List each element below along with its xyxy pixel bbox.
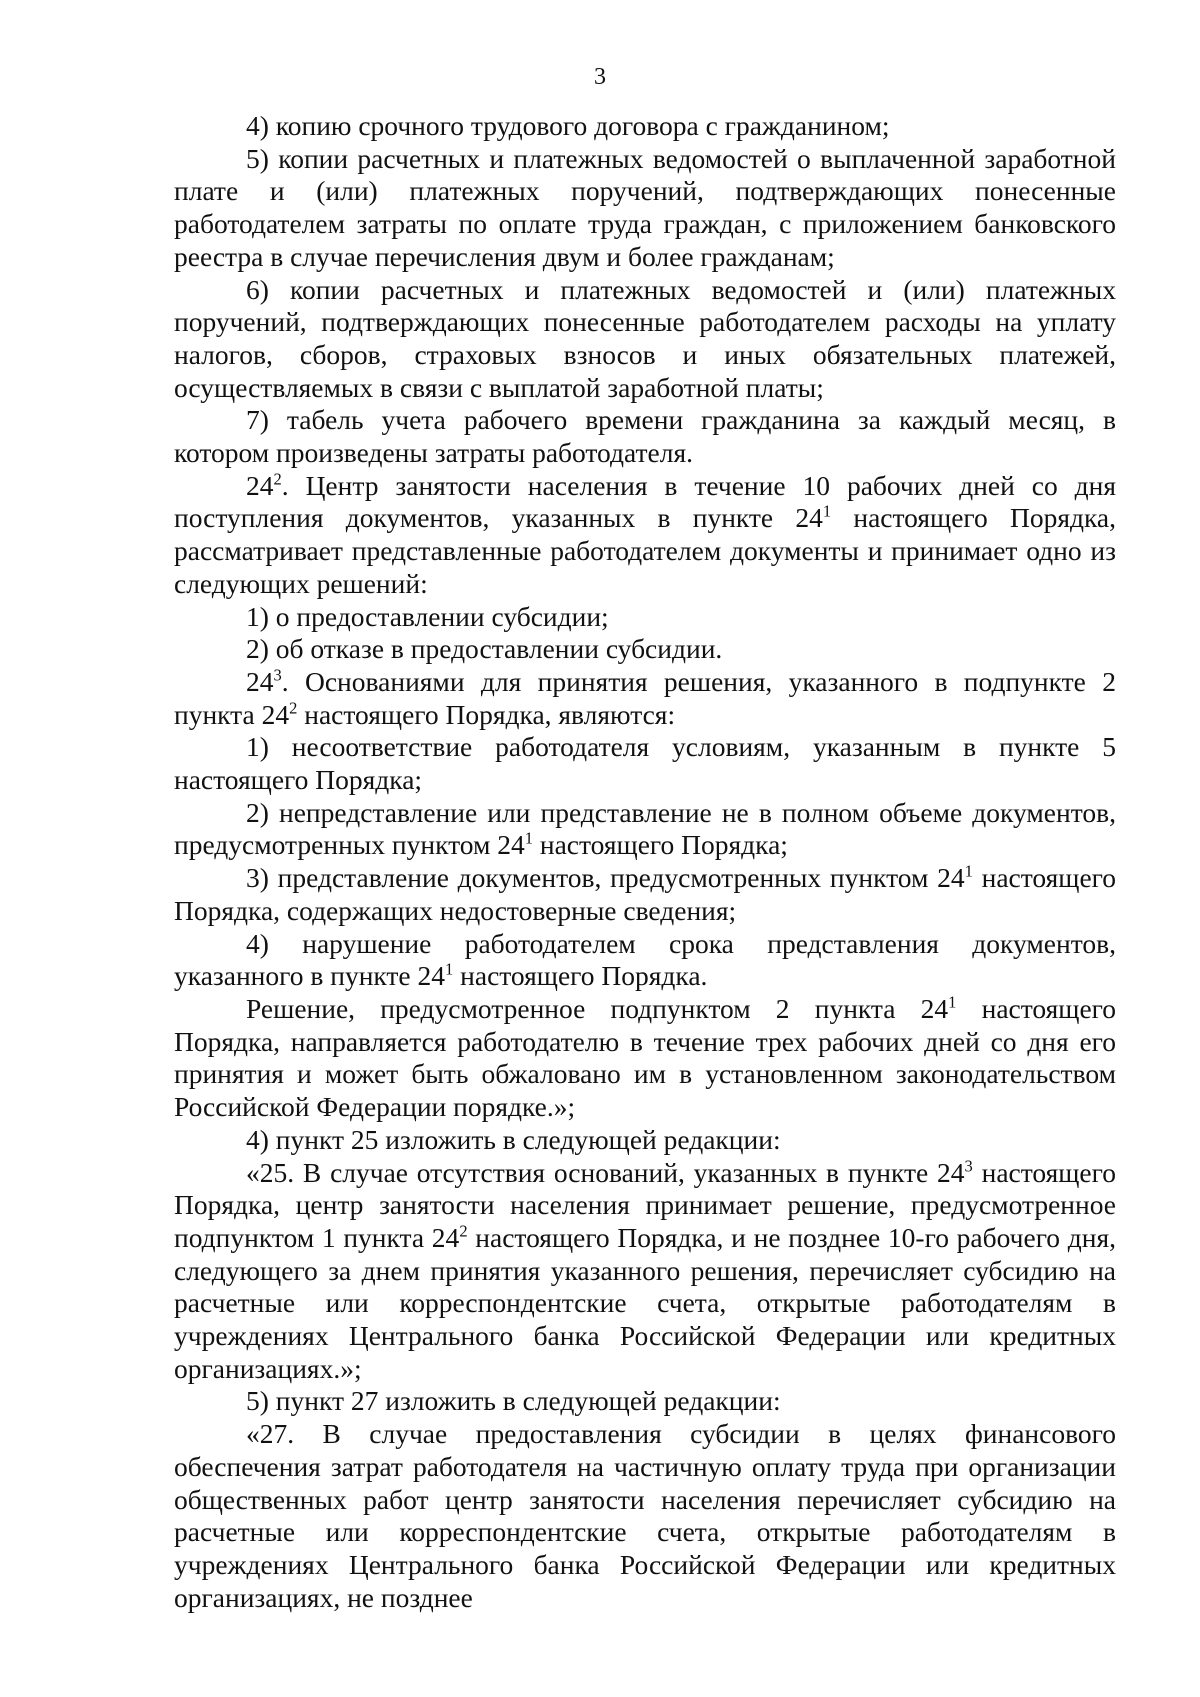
paragraph-p13 (174, 993, 1116, 1124)
paragraph-p10 (174, 797, 1116, 862)
text-run: 2) непредставление или представление не в полном объеме документов, предусмотренных пунктом 24 (174, 796, 1116, 861)
text-run: 6) копии расчетных и платежных ведомостей и (или) платежных поручений, подтверждающих понесенные работодателем расходы на уплату налогов, сборов, страховых взносов и иных обязательных платежей, осуществляемых в связи с выплатой заработной платы; (174, 273, 1116, 403)
superscript: 2 (289, 697, 298, 717)
paragraph-p4 (174, 404, 1116, 469)
paragraph-p1 (174, 110, 1116, 143)
superscript: 3 (964, 1155, 973, 1175)
text-run: настоящего Порядка, направляется работодателю в течение трех рабочих дней со дня его принятия и может быть обжаловано им в установленном законодательством Российской Федерации порядке.»; (174, 992, 1116, 1123)
text-run: 4) копию срочного трудового договора с гражданином; (246, 110, 890, 141)
paragraph-p12 (174, 928, 1116, 993)
text-run: 24 (246, 665, 274, 697)
superscript: 1 (822, 501, 832, 521)
text-run: «25. В случае отсутствия оснований, указанных в пункте 24 (246, 1156, 965, 1188)
superscript: 1 (524, 828, 533, 848)
paragraph-p14 (174, 1124, 1116, 1157)
paragraph-p3 (174, 274, 1116, 405)
superscript: 2 (459, 1221, 468, 1241)
superscript: 1 (445, 959, 454, 979)
superscript: 3 (273, 665, 282, 685)
text-run: 2) об отказе в предоставлении субсидии. (246, 633, 723, 665)
paragraph-p15 (174, 1157, 1116, 1386)
text-run: настоящего Порядка, содержащих недостоверные сведения; (174, 862, 1116, 926)
text-run: 1) несоответствие работодателя условиям, указанным в пункте 5 настоящего Порядка; (174, 731, 1116, 796)
text-run: . Центр занятости населения в течение 10 рабочих дней со дня поступления документов, указанных в пункте 24 (174, 469, 1116, 534)
text-run: настоящего Порядка, центр занятости населения принимает решение, предусмотренное подпунктом 1 пункта 24 (174, 1156, 1116, 1253)
superscript: 2 (273, 469, 282, 489)
text-run: 5) пункт 27 изложить в следующей редакции: (246, 1385, 781, 1417)
superscript: 1 (964, 861, 973, 881)
text-run: настоящего Порядка. (453, 960, 708, 992)
text-run: Решение, предусмотренное подпунктом 2 пункта 24 (246, 992, 949, 1024)
paragraph-p16 (174, 1385, 1116, 1418)
paragraph-p6 (174, 601, 1116, 634)
text-run: настоящего Порядка, и не позднее 10-го рабочего дня, следующего за днем принятия указанного решения, перечисляет субсидию на расчетные или корреспондентские счета, открытые работодателям в учреждениях Центрального банка Российской Федерации или кредитных организациях.»; (174, 1221, 1116, 1384)
paragraph-p5 (174, 470, 1116, 601)
paragraph-p7 (174, 633, 1116, 666)
paragraph-p8 (174, 666, 1116, 731)
text-run: 24 (246, 469, 274, 501)
paragraph-p9 (174, 731, 1116, 796)
text-run: настоящего Порядка, являются: (297, 698, 676, 730)
paragraph-p11 (174, 862, 1116, 927)
text-run: 5) копии расчетных и платежных ведомостей о выплаченной заработной плате и (или) платежных поручений, подтверждающих понесенные работодателем затраты по оплате труда граждан, с приложением банковского реестра в случае перечисления двум и более гражданам; (174, 142, 1116, 272)
text-run: 4) пункт 25 изложить в следующей редакции: (246, 1123, 781, 1155)
paragraph-p2 (174, 143, 1116, 274)
superscript: 1 (948, 992, 957, 1012)
text-run: «27. В случае предоставления субсидии в целях финансового обеспечения затрат работодателя на частичную оплату труда при организации общественных работ центр занятости населения перечисляет субсидию на расчетные или корреспондентские счета, открытые работодателям в учреждениях Центрального банка Российской Федерации или кредитных организациях, не позднее (174, 1418, 1116, 1613)
document-body (174, 110, 1116, 1614)
page-number: 3 (594, 64, 606, 90)
text-run: 7) табель учета рабочего времени гражданина за каждый месяц, в котором произведены затраты работодателя. (174, 404, 1116, 469)
text-run: настоящего Порядка, рассматривает представленные работодателем документы и принимает одно из следующих решений: (174, 502, 1116, 599)
text-run: 4) нарушение работодателем срока представления документов, указанного в пункте 24 (174, 927, 1116, 992)
paragraph-p17 (174, 1418, 1116, 1614)
text-run: 3) представление документов, предусмотренных пунктом 24 (246, 862, 965, 894)
text-run: . Основаниями для принятия решения, указанного в подпункте 2 пункта 24 (174, 665, 1116, 730)
text-run: 1) о предоставлении субсидии; (246, 600, 609, 632)
text-run: настоящего Порядка; (532, 829, 788, 861)
